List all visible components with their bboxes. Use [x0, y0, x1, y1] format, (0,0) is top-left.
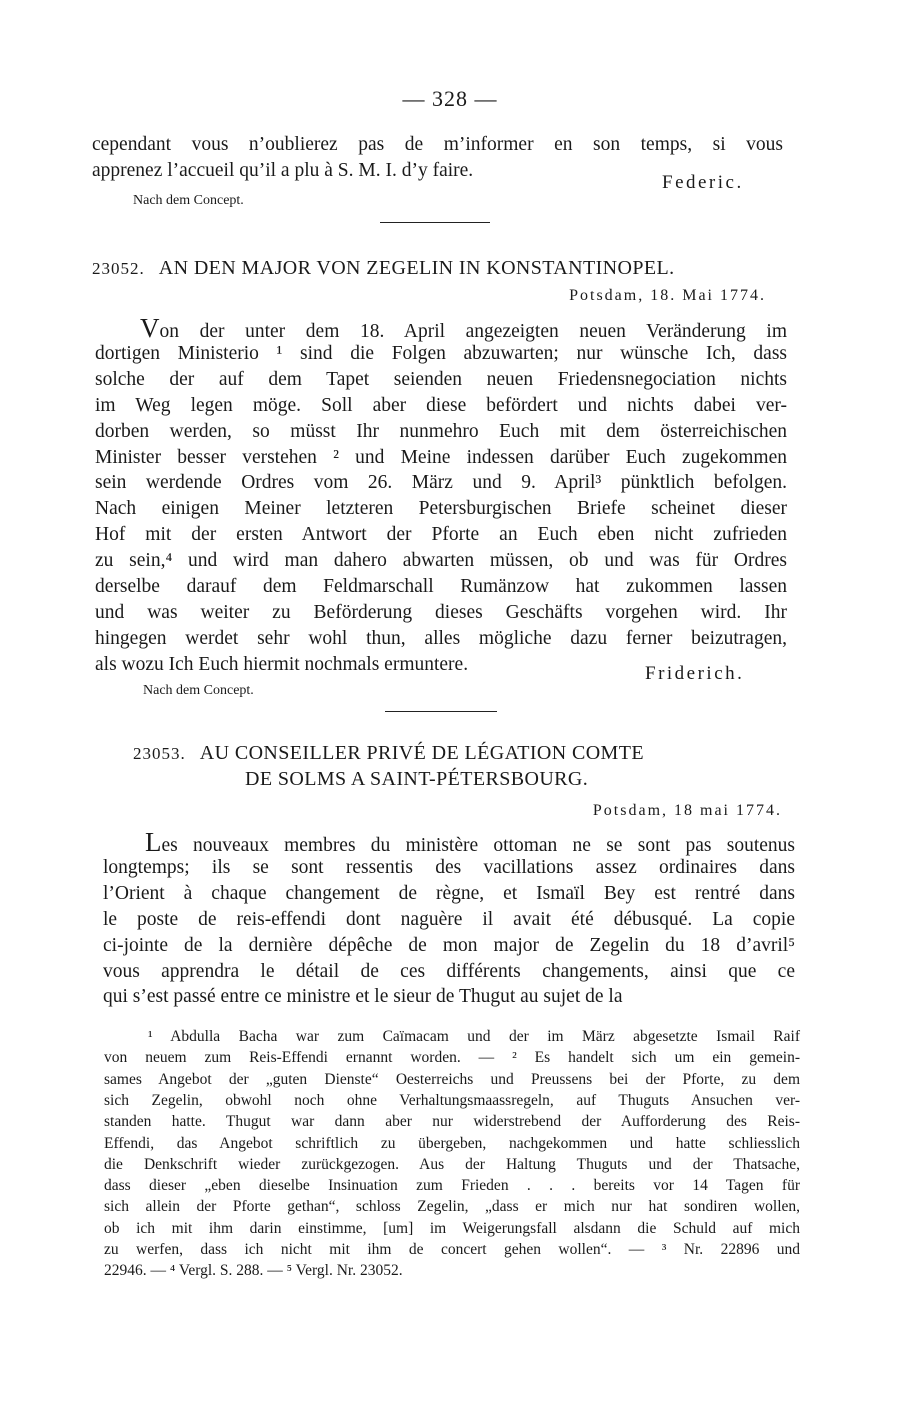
- body-line: Nach einigen Meiner letzteren Petersburgischen Briefe scheinet dieser: [95, 498, 787, 520]
- body-line: und was weiter zu Beförderung dieses Geschäfts vorgehen wird. Ihr: [95, 601, 787, 623]
- section-divider: [380, 222, 490, 223]
- letter-title: AU CONSEILLER PRIVÉ DE LÉGATION COMTE: [199, 742, 644, 764]
- body-line: l’Orient à chaque changement de règne, et Ismaïl Bey est rentré dans: [103, 882, 795, 904]
- section-divider: [385, 711, 497, 712]
- body-line: vous apprendra le détail de ces différents changements, ainsi que ce: [103, 960, 795, 982]
- dateline: Potsdam, 18 mai 1774.: [592, 802, 782, 819]
- footnote-line: standen hatte. Thugut war dann aber nur widerstrebend der Aufforderung des Reis-: [104, 1113, 800, 1131]
- footnote-line: sich allein der Pforte gethan“, schloss Zegelin, „dass er mich nur hat sondiren wollen,: [104, 1198, 800, 1216]
- letter-heading: [133, 742, 644, 765]
- body-line: zu sein,⁴ und wird man dahero abwarten müssen, ob und was für Ordres: [95, 550, 787, 572]
- signature: Friderich.: [645, 663, 745, 684]
- footnote-line: sich Zegelin, obwohl noch ohne Verhaltungsmaassregeln, auf Thuguts Ansuchen ver-: [104, 1091, 800, 1109]
- body-line: ci-jointe de la dernière dépêche de mon major de Zegelin du 18 d’avril⁵: [103, 934, 795, 956]
- footnote-line: die Denkschrift wieder zurückgezogen. Aus der Haltung Thuguts und der Thatsache,: [104, 1155, 800, 1173]
- body-line: dortigen Ministerio ¹ sind die Folgen abzuwarten; nur wünsche Ich, dass: [95, 342, 787, 364]
- source-note: Nach dem Concept.: [143, 683, 254, 698]
- body-line: solche der auf dem Tapet seienden neuen Friedensnegociation nichts: [95, 368, 787, 390]
- letter-number: 23053.: [133, 744, 186, 763]
- signature: Federic.: [662, 172, 744, 193]
- dateline: Potsdam, 18. Mai 1774.: [569, 287, 766, 304]
- body-line: Les nouveaux membres du ministère ottoman ne se sont pas soutenus: [145, 827, 795, 857]
- footnote-line: 22946. — ⁴ Vergl. S. 288. — ⁵ Vergl. Nr. 23052.: [104, 1262, 403, 1280]
- body-line: Hof mit der ersten Antwort der Pforte an Euch eben nicht zufrieden: [95, 524, 787, 546]
- body-line: Minister besser verstehen ² und Meine indessen darüber Euch zugekommen: [95, 446, 787, 468]
- body-line: Von der unter dem 18. April angezeigten neuen Veränderung im: [140, 313, 787, 343]
- body-line: als wozu Ich Euch hiermit nochmals ermuntere.: [95, 653, 469, 675]
- body-line: apprenez l’accueil qu’il a plu à S. M. I. d’y faire.: [92, 160, 474, 181]
- letter-heading: [92, 257, 675, 280]
- body-line: cependant vous n’oublierez pas de m’informer en son temps, si vous: [92, 134, 783, 155]
- footnote-line: ¹ Abdulla Bacha war zum Caïmacam und der im März abgesetzte Ismail Raif: [148, 1028, 800, 1045]
- letter-title: AN DEN MAJOR VON ZEGELIN IN KONSTANTINOPEL.: [158, 257, 675, 279]
- body-line: derselbe darauf dem Feldmarschall Rumänzow hat zukommen lassen: [95, 576, 787, 597]
- footnote-line: Effendi, das Angebot schriftlich zu übergeben, nachgekommen und hatte schliesslich: [104, 1134, 800, 1152]
- body-line: hingegen werdet sehr wohl thun, alles mögliche dazu ferner beizutragen,: [95, 627, 787, 649]
- footnote-line: von neuem zum Reis-Effendi ernannt worden. — ² Es handelt sich um ein gemein-: [104, 1049, 800, 1067]
- footnote-line: ob ich mit ihm darin einstimme, [um] im Weigerungsfall alsdann die Schuld auf mich: [104, 1219, 800, 1237]
- body-line: sein werdende Ordres vom 26. März und 9. April³ pünktlich befolgen.: [95, 472, 787, 494]
- body-line: im Weg legen möge. Soll aber diese befördert und nichts dabei ver-: [95, 394, 787, 416]
- body-line: longtemps; ils se sont ressentis des vacillations assez ordinaires dans: [103, 856, 795, 878]
- body-line: qui s’est passé entre ce ministre et le sieur de Thugut au sujet de la: [103, 986, 623, 1008]
- footnote-line: zu werfen, dass ich nicht mit ihm de concert gehen wollen“. — ³ Nr. 22896 und: [104, 1241, 800, 1258]
- footnote-line: sames Angebot der „guten Dienste“ Oesterreichs und Preussens bei der Pforte, zu dem: [104, 1070, 800, 1088]
- letter-number: 23052.: [92, 259, 145, 278]
- source-note: Nach dem Concept.: [133, 193, 244, 208]
- page-number: — 328 —: [402, 86, 498, 111]
- footnote-line: dass dieser „eben dieselbe Insinuation zum Frieden . . . bereits vor 14 Tagen für: [104, 1177, 800, 1195]
- body-line: dorben werden, so müsst Ihr nunmehro Euch mit dem österreichischen: [95, 420, 787, 442]
- letter-title-line-2: DE SOLMS A SAINT-PÉTERSBOURG.: [245, 768, 589, 790]
- body-line: le poste de reis-effendi dont naguère il avait été débusqué. La copie: [103, 908, 795, 930]
